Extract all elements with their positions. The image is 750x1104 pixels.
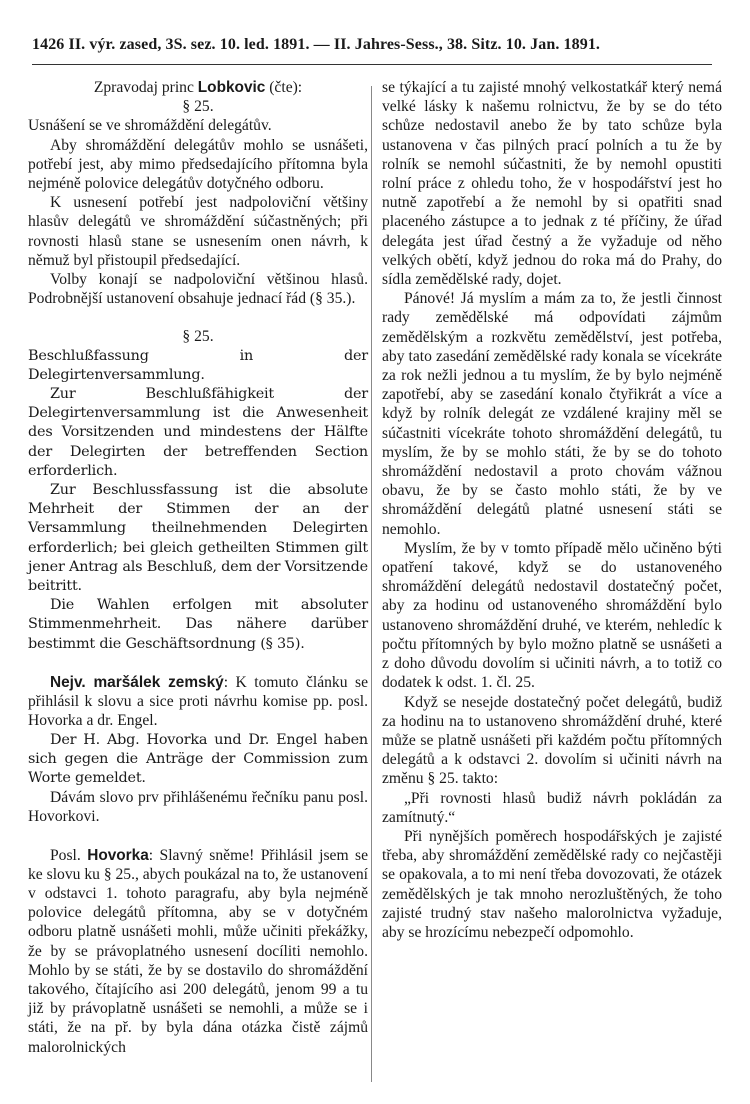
speaker-name: Lobkovic [197,79,266,96]
speaker-paragraph [28,673,368,731]
paragraph: Myslím, že by v tomto případě mělo učiněno býti opatření takové, když se do ustanoveného shromáždění delegátů nedostavil dostatečný počet, aby za hodinu od ustanoveného shromáždění bylo ustanoveno shromáždění druhé, ve kterém, nehledíc k počtu přítomných by bylo možno platně se usnášeti a z doho důvodu dovolím si učiniti návrh, a to totiž co dodatek k odst. 1. čl. 25. [382,539,722,692]
speaker-name: Nejv. maršálek zemský [50,673,224,691]
paragraph: „Při rovnosti hlasů budiž návrh pokládán za zamítnutý.“ [382,789,722,826]
speaker-name: Hovorka [87,846,149,864]
left-column [28,78,368,1057]
speaker-paragraph [28,846,368,1057]
header-line: 1426 II. výr. zased, 3S. sez. 10. led. 1891. — II. Jahres-Sess., 38. Sitz. 10. Jan. 1891. [32,36,601,53]
section-heading: § 25. [182,98,214,116]
speaker-suffix: (čte): [265,79,303,96]
spacer [28,308,368,327]
paragraph: Když se nesejde dostatečný počet delegátů, budiž za hodinu na to ustanoveno shromáždění druhé, které může se platně usnášeti při každém počtu přítomných delegátů a k odstavci 2. dovolím si učiniti návrh na změnu § 25. takto: [382,693,722,788]
paragraph: K usnesení potřebí jest nadpoloviční většiny hlasův delegátů ve shromáždění súčastněných; při rovnosti hlasů stane se usnesením onen návrh, k němuž byl přistoupil předsedající. [28,194,368,269]
header-rule [32,64,712,65]
speaker-intro [28,78,368,97]
spacer [28,654,368,673]
german-paragraph: Zur Beschlussfassung ist die absolute Mehrheit der Stimmen der an der Versammlung theilnehmenden Delegirten erforderlich; bei gleich getheilten Stimmen gilt jener Antrag als Beschluß, dem der Vorsitzende beitritt. [28,482,368,595]
german-paragraph: Zur Beschlußfähigkeit der Delegirtenversammlung ist die Anwesenheit des Vorsitzenden und mindestens der Hälfte der Delegirten der betreffenden Section erforderlich. [28,386,368,479]
german-paragraph: Der H. Abg. Hovorka und Dr. Engel haben sich gegen die Anträge der Commission zum Worte gemeldet. [28,731,368,786]
speech-text: : K tomuto článku se přihlásil k slovu a sice proti návrhu komise pp. posl. Hovorka a dr. Engel. [28,673,368,730]
column-divider [371,86,372,1082]
paragraph: Pánové! Já myslím a mám za to, že jestli činnost rady zemědělské má odpovídati zájmům zemědělským a rozkvětu zemědělství, jest potřeba, aby tato zasedání zemědělské rady konala se vícekráte za rok nežli jednou a tu myslím, že by bylo nejméně zapotřebí, aby se zasedání konalo čtyřikrát a více a když by rolník delegát ze vzdálené krajiny měl se súčastniti vícekráte tohoto shromáždění delegátů, tu myslím, že by se mohlo státi, že by se do tohoto shromáždění nedostavil a proto chovám vážnou obavu, že by se často mohlo státi, že by ve shromáždění delegátů platné usnesení státi se nemohlo. [382,290,722,538]
section-heading: § 25. [182,328,214,346]
page-header [32,36,712,60]
right-column [382,78,722,942]
speech-text: : Slavný sněme! Přihlásil jsem se ke slovu ku § 25., abych poukázal na to, že ustanovení v odstavci 1. tohoto paragrafu, aby byla nejméně polovice delegátů přítomna, aby se v dotyčném odboru platně usnášeti mohli, může učiniti překážky, že by se právoplatného usnesení docíliti nemohlo. Mohlo by se státi, že by se dostavilo do shromáždění takového, čítajícího asi 200 delegátů, jenom 99 a tu již by právoplatně usnášeti se nemohli, a může se i státi, že na př. by byla dána otázka čistě zájmů malorolnických [28,846,368,1056]
paragraph: Volby konají se nadpoloviční většinou hlasů. Podrobnější ustanovení obsahuje jednací řád (§ 35.). [28,271,368,308]
spacer [28,827,368,846]
paragraph: se týkající a tu zajisté mnohý velkostatkář který nemá velké lásky k našemu rolnictvu, že by se do této schůze nedostavil anebo že by tato schůze byla ustanovena v čas pilných prací polních a tu že by rolník se nemohl súčastniti, že by nemohl opustiti rolní práce z ohledu toho, že v hospodářství jest ho nutně zapotřebí a že nemohl by si opatřiti snad placeného zástupce a to jednak z té příčiny, že úřad delegáta jest úřad čestný a že vyžaduje od něho velkých obětí, když jednou do roka má do Prahy, do sídla zemědělské rady, dojet. [382,79,722,289]
paragraph: Při nynějších poměrech hospodářských je zajisté třeba, aby shromáždění zemědělské rady co nejčastěji se opakovala, a to mi není třeba dovozovati, že otázek zemědělských je tak mnoho nerozluštěných, že toho zajisté trudný stav našeho malorolnictva vyžaduje, aby se hrozícímu nebezpečí odpomohlo. [382,827,722,941]
paragraph: Usnášení se ve shromáždění delegátův. [28,117,272,135]
german-paragraph: Die Wahlen erfolgen mit absoluter Stimmenmehrheit. Das nähere darüber bestimmt die Geschäftsordnung (§ 35). [28,597,368,652]
speaker-prefix: Posl. [50,846,88,864]
speaker-prefix: Zpravodaj princ [93,79,198,96]
german-heading: Beschlußfassung in der Delegirtenversammlung. [28,347,368,383]
paragraph: Aby shromáždění delegátův mohlo se usnášeti, potřebí jest, aby mimo předsedajícího přítomna byla nejméně polovice delegátův dotyčného odboru. [28,136,368,193]
paragraph: Dávám slovo prv přihlášenému řečníku panu posl. Hovorkovi. [28,789,368,826]
